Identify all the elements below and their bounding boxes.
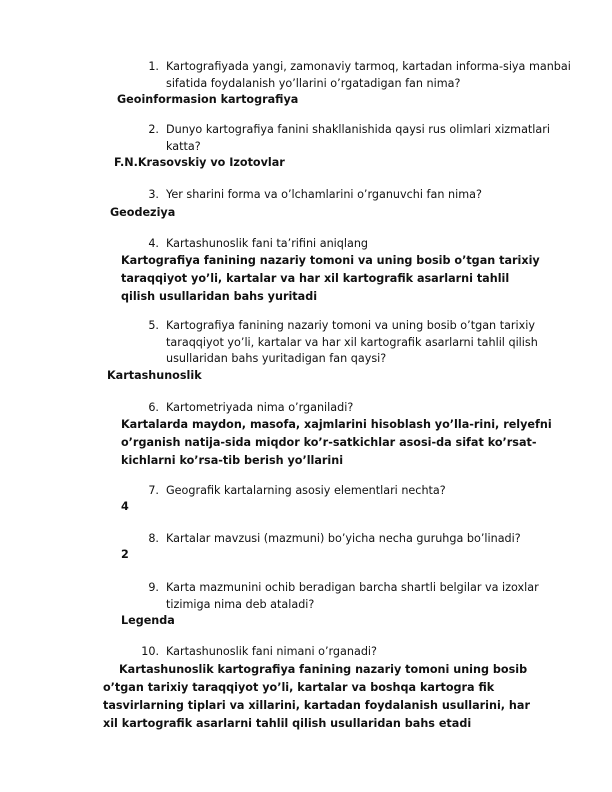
question-number: 6. [148, 401, 159, 414]
question-3 [141, 187, 581, 204]
answer-4: Kartografiya fanining nazariy tomoni va uning bosib o’tgan tarixiy taraqqiyot yo’li, kartalar va har xil kartografik asarlarni tahlil qilish usullaridan bahs yuritadi [121, 254, 540, 303]
question-number: 7. [148, 484, 159, 497]
question-text: Geografik kartalarning asosiy elementlari nechta? [166, 484, 446, 497]
question-2 [141, 122, 581, 155]
question-number: 9. [148, 581, 159, 594]
question-8 [141, 531, 581, 548]
question-text: Yer sharini forma va o’lchamlarini o’rganuvchi fan nima? [166, 188, 482, 201]
answer-1: Geoinformasion kartografiya [117, 93, 299, 106]
question-4 [141, 236, 581, 253]
answer-2: F.N.Krasovskiy vo Izotovlar [114, 156, 285, 169]
answer-5: Kartashunoslik [107, 369, 202, 382]
question-number: 2. [148, 123, 159, 136]
question-5 [141, 318, 581, 368]
question-number: 10. [141, 645, 159, 658]
answer-7: 4 [121, 500, 129, 513]
question-text: Kartalar mavzusi (mazmuni) bo’yicha necha guruhga bo’linadi? [166, 532, 521, 545]
question-text: Dunyo kartografiya fanini shakllanishida qaysi rus olimlari xizmatlari katta? [166, 123, 550, 153]
question-number: 3. [148, 188, 159, 201]
answer-3: Geodeziya [110, 206, 176, 219]
question-number: 1. [148, 60, 159, 73]
answer-10: Kartashunoslik kartografiya fanining nazariy tomoni uning bosib o’tgan tarixiy taraqqiyot yo’li, kartalar va boshqa kartogra fik tasvirlarning tiplari va xillarini, kartadan foydalanish usullarini, har xil kartografik asarlarni tahlil qilish usullaridan bahs etadi [103, 663, 530, 730]
question-1 [141, 59, 581, 92]
answer-9: Legenda [121, 614, 175, 627]
question-number: 5. [148, 319, 159, 332]
question-text: Kartometriyada nima o’rganiladi? [166, 401, 354, 414]
question-text: Karta mazmunini ochib beradigan barcha shartli belgilar va izoxlar tizimiga nima deb ataladi? [166, 581, 539, 611]
question-9 [141, 580, 581, 613]
question-text: Kartashunoslik fani nimani o’rganadi? [166, 645, 377, 658]
answer-8: 2 [121, 548, 129, 561]
question-text: Kartashunoslik fani ta’rifini aniqlang [166, 237, 369, 250]
question-7 [141, 483, 581, 500]
question-6 [141, 400, 581, 417]
answer-6: Kartalarda maydon, masofa, xajmlarini hisoblash yo’lla-rini, relyefni o’rganish natija-sida miqdor ko’r-satkichlar asosi-da sifat ko’rsat-kichlarni ko’rsa-tib berish yo’llarini [121, 418, 552, 467]
question-text: Kartografiyada yangi, zamonaviy tarmoq, kartadan informa-siya manbai sifatida foydalanish yo’llarini o’rgatadigan fan nima? [166, 60, 571, 90]
question-number: 8. [148, 532, 159, 545]
question-10 [141, 644, 581, 661]
question-number: 4. [148, 237, 159, 250]
question-text: Kartografiya fanining nazariy tomoni va uning bosib o’tgan tarixiy taraqqiyot yo’li, kartalar va har xil kartografik asarlarni tahlil qilish usullaridan bahs yuritadigan fan qaysi? [166, 319, 538, 365]
